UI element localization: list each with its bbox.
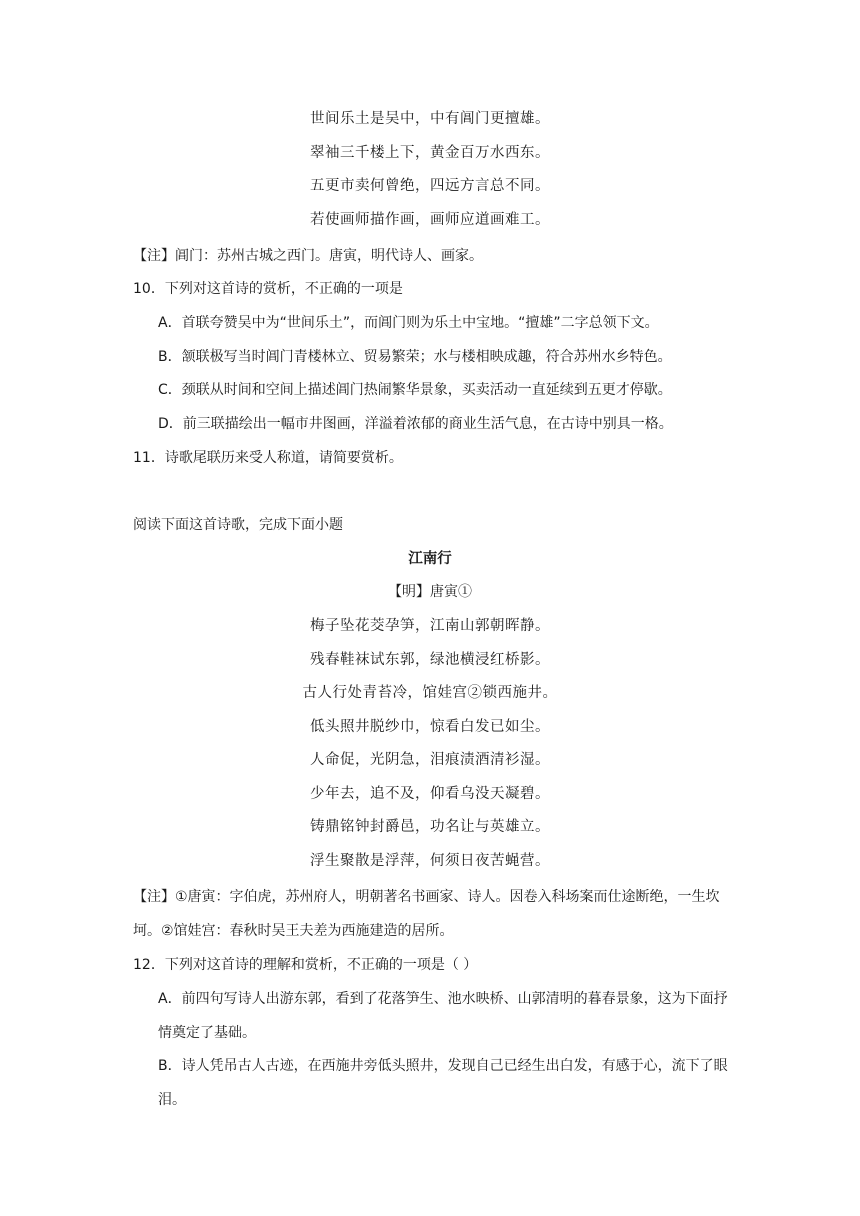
q10-option-b: B．颔联极写当时阊门青楼林立、贸易繁荣；水与楼相映成趣，符合苏州水乡特色。 (158, 349, 672, 365)
poem2-title: 江南行 (408, 551, 452, 567)
q10-option-d: D．前三联描绘出一幅市井图画，洋溢着浓郁的商业生活气息，在古诗中别具一格。 (158, 416, 673, 432)
q12-option-b: B．诗人凭吊古人古迹，在西施井旁低头照井，发现自己已经生出白发，有感于心，流下了眼泪。 (158, 1058, 728, 1108)
q11-stem: 11．诗歌尾联历来受人称道，请简要赏析。 (133, 450, 403, 466)
poem2-line: 铸鼎铭钟封爵邑，功名让与英雄立。 (310, 819, 550, 835)
poem1-line: 翠袖三千楼上下，黄金百万水西东。 (310, 144, 550, 161)
poem2 (0, 610, 860, 878)
q10-option-c: C．颈联从时间和空间上描述阊门热闹繁华景象，买卖活动一直延续到五更才停歇。 (158, 382, 672, 398)
q10-option-a: A．首联夸赞吴中为“世间乐土”，而阊门则为乐土中宝地。“擅雄”二字总领下文。 (158, 315, 659, 331)
poem2-line: 古人行处青苔冷，馆娃宫②锁西施井。 (302, 685, 558, 701)
poem2-line: 残春鞋袜试东郭，绿池横浸红桥影。 (310, 651, 550, 668)
q12-option-a: A．前四句写诗人出游东郭，看到了花落笋生、池水映桥、山郭清明的暮春景象，这为下面抒情奠定了基础。 (158, 991, 728, 1041)
poem1-line: 五更市卖何曾绝，四远方言总不同。 (310, 178, 550, 194)
poem1 (0, 103, 860, 237)
q10-stem: 10．下列对这首诗的赏析，不正确的一项是 (133, 281, 403, 297)
poem2-line: 浮生聚散是浮萍，何须日夜苦蝇营。 (310, 852, 550, 869)
poem2-author: 【明】唐寅① (388, 584, 472, 600)
q12-stem: 12．下列对这首诗的理解和赏析，不正确的一项是（ ） (133, 957, 478, 973)
poem1-line: 世间乐土是吴中，中有阊门更擅雄。 (310, 111, 550, 127)
poem2-line: 少年去，追不及，仰看乌没天凝碧。 (310, 785, 550, 802)
poem2-line: 低头照井脱纱巾，惊看白发已如尘。 (310, 718, 550, 735)
poem2-line: 人命促，光阴急，泪痕渍酒清衫湿。 (310, 752, 550, 768)
poem2-line: 梅子坠花茭孕笋，江南山郭朝晖静。 (310, 618, 550, 634)
poem1-note: 【注】阊门：苏州古城之西门。唐寅，明代诗人、画家。 (133, 248, 483, 264)
poem1-line: 若使画师描作画，画师应道画难工。 (310, 211, 550, 228)
section2-intro: 阅读下面这首诗歌，完成下面小题 (133, 517, 343, 533)
poem2-note: 【注】①唐寅：字伯虎，苏州府人，明朝著名书画家、诗人。因卷入科场案而仕途断绝，一生坎坷。②馆娃宫：春秋时吴王夫差为西施建造的居所。 (133, 889, 720, 939)
